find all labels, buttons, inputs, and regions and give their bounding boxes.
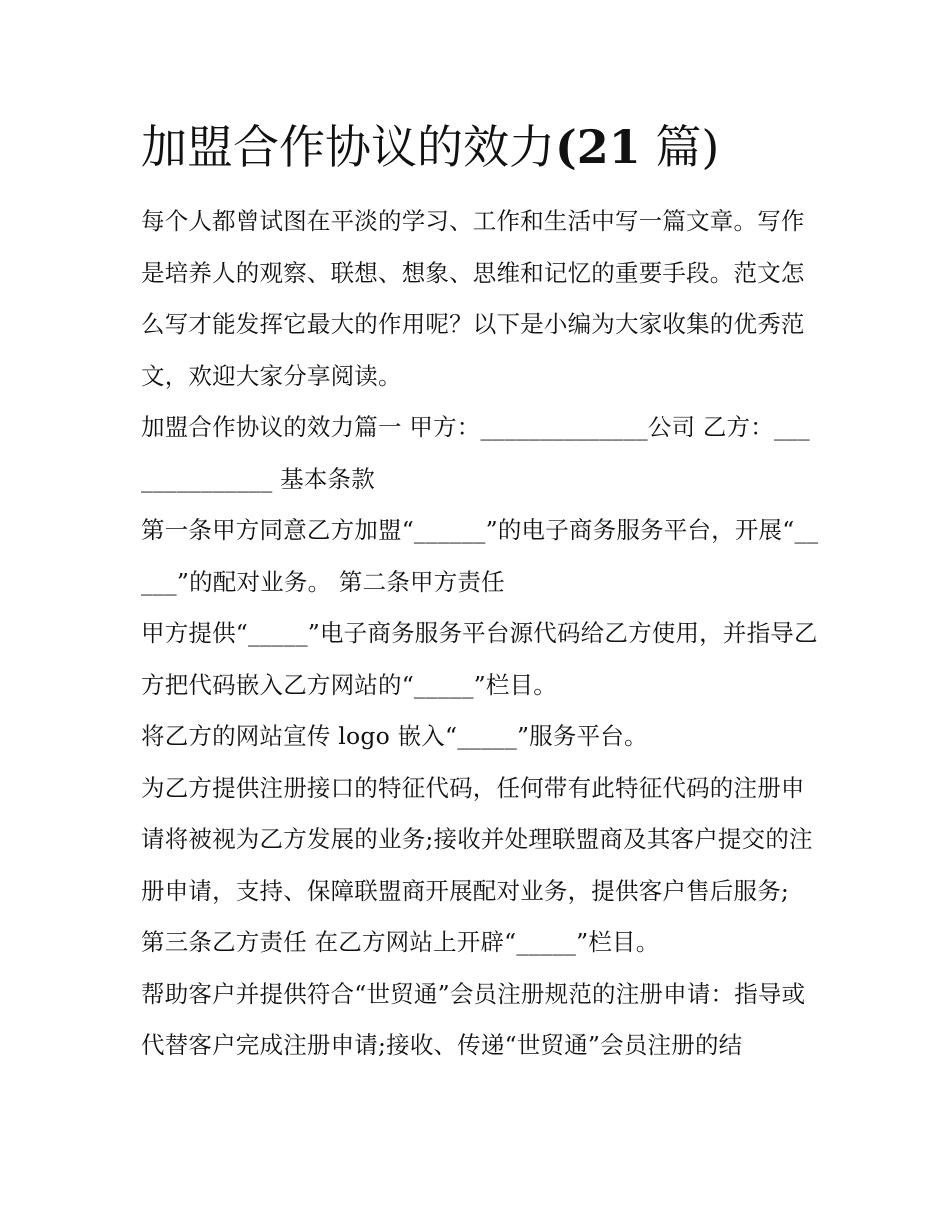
title-end: 篇)	[655, 120, 720, 174]
party-b-duty-paragraph: 帮助客户并提供符合“世贸通”会员注册规范的注册申请：指导或代替客户完成注册申请;接收、传递“世贸通”会员注册的结	[141, 979, 806, 1059]
parties-paragraph: 加盟合作协议的效力篇一 甲方：______________公司 乙方：______________ 基本条款	[141, 413, 810, 493]
party-a-duty-paragraph-3: 为乙方提供注册接口的特征代码，任何带有此特征代码的注册申请将被视为乙方发展的业务;接收并处理联盟商及其客户提交的注册申请，支持、保障联盟商开展配对业务，提供客户售后服务;	[141, 773, 813, 905]
title-main: 加盟合作协议的效力	[141, 120, 555, 174]
document-page	[141, 112, 821, 1072]
document-title	[141, 112, 821, 182]
intro-paragraph: 每个人都曾试图在平淡的学习、工作和生活中写一篇文章。写作是培养人的观察、联想、想象、思维和记忆的重要手段。范文怎么写才能发挥它最大的作用呢？以下是小编为大家收集的优秀范文，欢迎大家分享阅读。	[141, 207, 805, 390]
article-three-paragraph: 第三条乙方责任 在乙方网站上开辟“_____”栏目。	[141, 928, 660, 956]
title-count: (21	[555, 120, 641, 174]
party-a-duty-paragraph-1: 甲方提供“_____”电子商务服务平台源代码给乙方使用，并指导乙方把代码嵌入乙方网站的“_____”栏目。	[141, 619, 818, 699]
article-one-paragraph: 第一条甲方同意乙方加盟“______”的电子商务服务平台，开展“_____”的配对业务。 第二条甲方责任	[141, 516, 819, 596]
party-a-duty-paragraph-2: 将乙方的网站宣传 logo 嵌入“_____”服务平台。	[141, 722, 648, 750]
